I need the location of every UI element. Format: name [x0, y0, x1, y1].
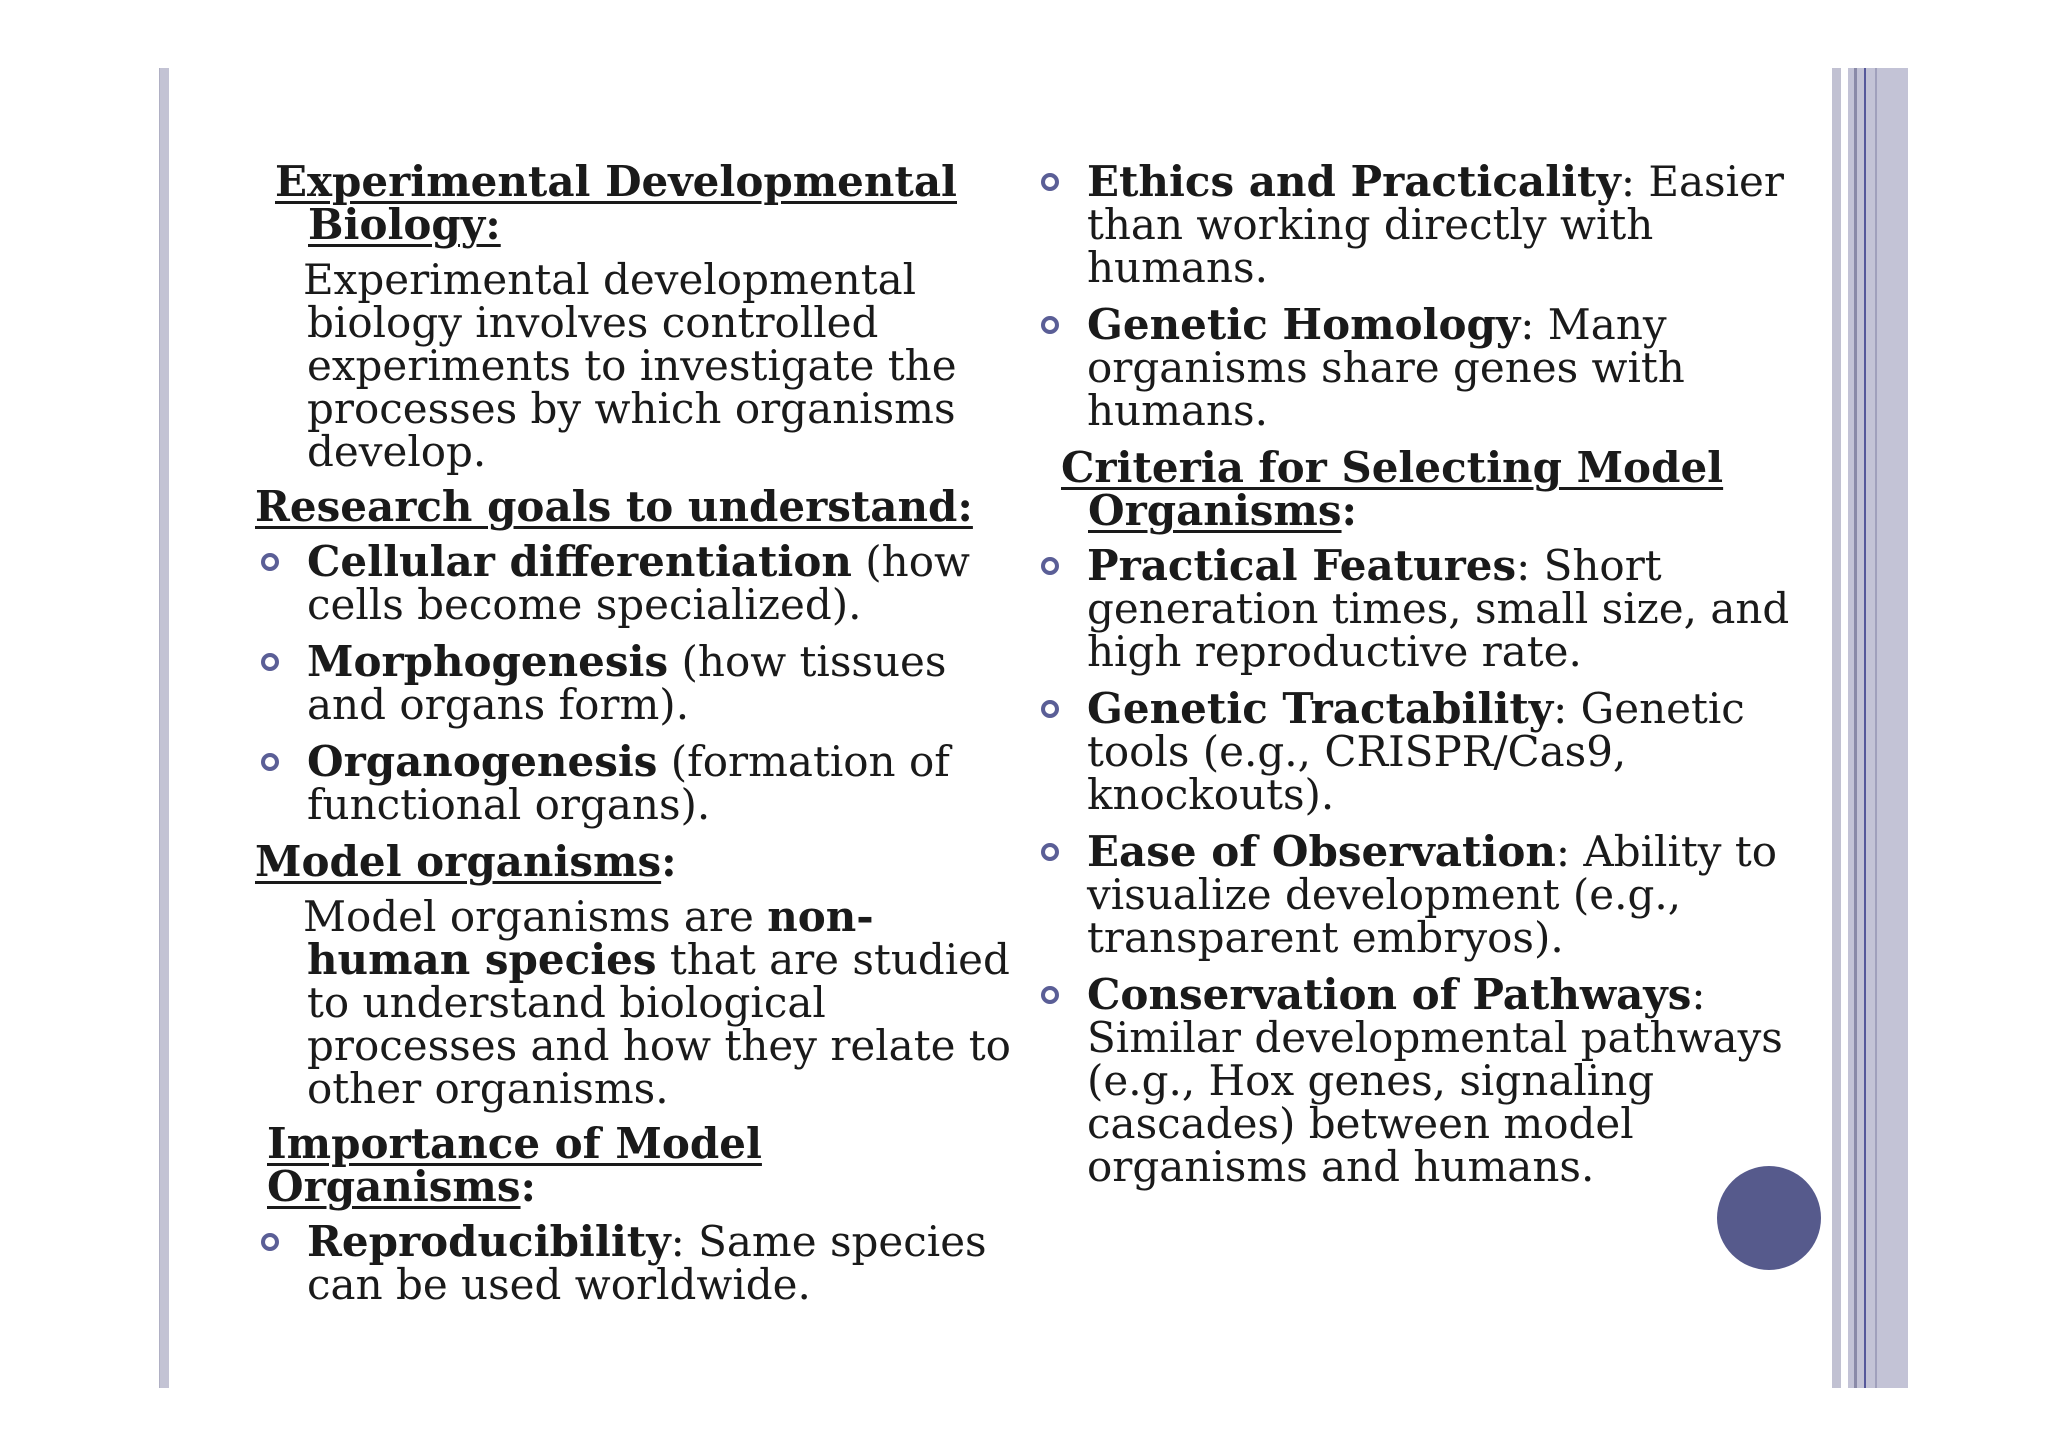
- heading-line: Criteria for Selecting Model: [1061, 443, 1724, 492]
- importance-heading-colon: :: [520, 1162, 537, 1211]
- goal-term: Morphogenesis: [307, 637, 669, 686]
- bullet-icon: [261, 1233, 279, 1251]
- model-body: [255, 892, 1015, 1113]
- bullet-icon: [1041, 557, 1059, 575]
- goal-text: (how tissues and organs form).: [307, 637, 947, 729]
- goal-term: Organogenesis: [307, 737, 658, 786]
- model-body-bold: non-human species: [307, 892, 874, 984]
- importance-heading-text: Importance of Model Organisms: [267, 1119, 762, 1211]
- list-item: [255, 637, 1015, 729]
- importance-list-continued: [1035, 157, 1795, 435]
- right-decorative-line: [1854, 68, 1857, 1388]
- importance-list: [255, 1217, 1015, 1309]
- criteria-heading: [1035, 443, 1795, 535]
- list-item: [1035, 827, 1795, 962]
- criteria-term: Genetic Tractability: [1087, 684, 1554, 733]
- right-decorative-line: [1875, 68, 1877, 1388]
- bullet-icon: [261, 753, 279, 771]
- list-item: [1035, 970, 1795, 1191]
- importance-text: : Many organisms share genes with humans.: [1087, 300, 1685, 435]
- list-item: [255, 537, 1015, 629]
- importance-term: Reproducibility: [307, 1217, 671, 1266]
- importance-heading: [255, 1119, 1015, 1211]
- right-decorative-line: [1864, 68, 1866, 1388]
- bullet-icon: [1041, 843, 1059, 861]
- bullet-icon: [1041, 173, 1059, 191]
- model-body-text: Model organisms are: [303, 892, 768, 941]
- experimental-body: Experimental developmental biology involves controlled experiments to investigate the processes by which organisms develop.: [303, 255, 957, 476]
- criteria-text: : Similar developmental pathways (e.g., Hox genes, signaling cascades) between model organisms and humans.: [1087, 970, 1783, 1191]
- bullet-icon: [261, 553, 279, 571]
- right-decorative-bar-thin: [1832, 68, 1841, 1388]
- list-item: [1035, 684, 1795, 819]
- bullet-icon: [1041, 316, 1059, 334]
- bullet-icon: [261, 653, 279, 671]
- importance-text: : Easier than working directly with humans.: [1087, 157, 1784, 292]
- list-item: [255, 1217, 1015, 1309]
- list-item: [1035, 300, 1795, 435]
- importance-text: : Same species can be used worldwide.: [307, 1217, 987, 1309]
- list-item: [1035, 541, 1795, 676]
- heading-line-text: Organisms: [1088, 486, 1342, 535]
- criteria-term: Conservation of Pathways: [1087, 970, 1692, 1019]
- right-decorative-bar-wide: [1848, 68, 1908, 1388]
- goal-text: (how cells become specialized).: [307, 537, 970, 629]
- goal-term: Cellular differentiation: [307, 537, 852, 586]
- list-item: [255, 737, 1015, 829]
- importance-term: Ethics and Practicality: [1087, 157, 1621, 206]
- criteria-text: : Genetic tools (e.g., CRISPR/Cas9, knockouts).: [1087, 684, 1745, 819]
- goals-list: [255, 537, 1015, 829]
- criteria-term: Practical Features: [1087, 541, 1517, 590]
- model-heading-colon: :: [661, 837, 677, 886]
- list-item: [1035, 157, 1795, 292]
- bullet-icon: [1041, 986, 1059, 1004]
- left-column: [255, 157, 1015, 1320]
- criteria-text: : Ability to visualize development (e.g., transparent embryos).: [1087, 827, 1778, 962]
- criteria-text: : Short generation times, small size, and high reproductive rate.: [1087, 541, 1790, 676]
- model-heading: [255, 837, 1015, 886]
- right-column: [1035, 157, 1795, 1202]
- model-body-text: that are studied to understand biological processes and how they relate to other organisms.: [307, 935, 1011, 1113]
- experimental-heading: [255, 157, 1015, 249]
- left-decorative-bar: [159, 68, 169, 1388]
- criteria-term: Ease of Observation: [1087, 827, 1556, 876]
- heading-line: Biology:: [308, 200, 501, 249]
- heading-line: Experimental Developmental: [275, 157, 957, 206]
- goals-heading: Research goals to understand:: [255, 482, 973, 531]
- heading-line: [1061, 486, 1795, 535]
- model-heading-text: Model organisms: [255, 837, 662, 886]
- heading-colon: :: [1341, 486, 1358, 535]
- criteria-list: [1035, 541, 1795, 1191]
- goal-text: (formation of functional organs).: [307, 737, 950, 829]
- importance-term: Genetic Homology: [1087, 300, 1521, 349]
- bullet-icon: [1041, 700, 1059, 718]
